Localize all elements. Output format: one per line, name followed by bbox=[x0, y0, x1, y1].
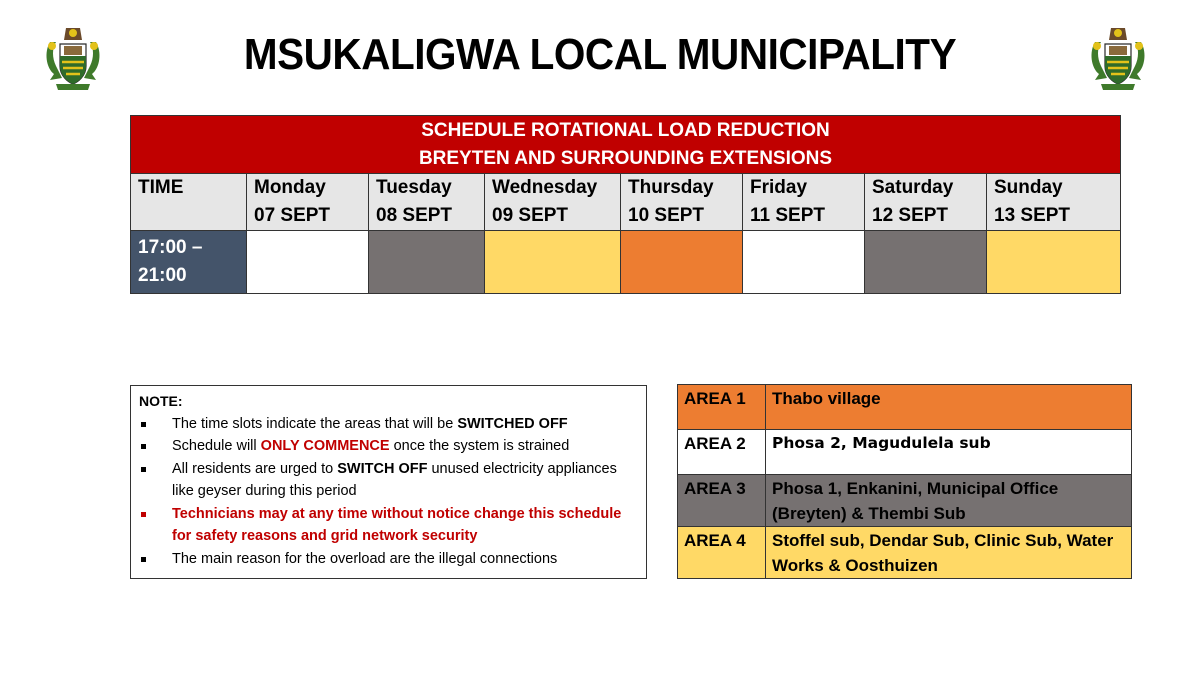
note-emphasis: SWITCH OFF bbox=[337, 460, 428, 477]
day-header-monday bbox=[247, 174, 369, 231]
slot-cell-saturday bbox=[865, 231, 987, 294]
area-row bbox=[678, 527, 1132, 579]
day-header-sunday bbox=[987, 174, 1121, 231]
bullet-square-icon bbox=[141, 512, 146, 517]
time-column-header: TIME bbox=[131, 174, 247, 231]
notes-list bbox=[139, 413, 638, 571]
day-name: Tuesday bbox=[376, 177, 452, 198]
day-name: Saturday bbox=[872, 177, 954, 198]
area-legend-table bbox=[677, 384, 1132, 579]
day-date: 12 SEPT bbox=[872, 205, 949, 226]
notes-heading: NOTE: bbox=[139, 393, 183, 409]
load-reduction-schedule-table bbox=[130, 115, 1121, 294]
day-header-wednesday bbox=[485, 174, 621, 231]
area-description: Phosa 1, Enkanini, Municipal Office (Breyten) & Thembi Sub bbox=[766, 475, 1132, 527]
day-name: Friday bbox=[750, 177, 808, 198]
note-emphasis: SWITCHED OFF bbox=[457, 415, 568, 432]
day-name: Wednesday bbox=[492, 177, 598, 198]
day-header-thursday bbox=[621, 174, 743, 231]
day-name: Thursday bbox=[628, 177, 714, 198]
day-name: Sunday bbox=[994, 177, 1063, 198]
bullet-square-icon bbox=[141, 467, 146, 472]
notes-box bbox=[130, 385, 647, 579]
slot-cell-tuesday bbox=[369, 231, 485, 294]
schedule-header bbox=[131, 116, 1121, 174]
area-description: Phosa 2, Magudulela sub bbox=[766, 430, 1132, 475]
note-emphasis-red: ONLY COMMENCE bbox=[260, 438, 390, 454]
day-header-friday bbox=[743, 174, 865, 231]
area-row bbox=[678, 385, 1132, 430]
day-date: 11 SEPT bbox=[750, 205, 825, 226]
schedule-header-line2: BREYTEN AND SURROUNDING EXTENSIONS bbox=[418, 148, 833, 169]
note-text: The time slots indicate the areas that will be bbox=[172, 415, 458, 432]
area-description: Thabo village bbox=[766, 385, 1132, 430]
day-date: 07 SEPT bbox=[254, 205, 331, 226]
note-text: once the system is strained bbox=[389, 438, 570, 454]
day-name: Monday bbox=[254, 177, 326, 198]
slot-cell-sunday bbox=[987, 231, 1121, 294]
area-row bbox=[678, 430, 1132, 475]
note-text: unused electricity appliances like geyser during this period bbox=[172, 460, 617, 499]
note-text: Schedule will bbox=[172, 438, 261, 454]
note-text: The main reason for the overload are the illegal connections bbox=[172, 550, 558, 567]
slot-cell-friday bbox=[743, 231, 865, 294]
slot-cell-monday bbox=[247, 231, 369, 294]
bullet-square-icon bbox=[141, 444, 146, 449]
time-slot-cell bbox=[131, 231, 247, 294]
time-slot-start: 17:00 – bbox=[138, 237, 203, 258]
note-item bbox=[139, 413, 638, 436]
note-item-warning bbox=[139, 503, 638, 548]
slot-cell-wednesday bbox=[485, 231, 621, 294]
time-slot-end: 21:00 bbox=[138, 265, 187, 286]
area-label: AREA 1 bbox=[678, 385, 766, 430]
area-label: AREA 2 bbox=[678, 430, 766, 475]
area-row bbox=[678, 475, 1132, 527]
day-date: 08 SEPT bbox=[376, 205, 453, 226]
area-description: Stoffel sub, Dendar Sub, Clinic Sub, Water Works & Oosthuizen bbox=[766, 527, 1132, 579]
note-text: Technicians may at any time without notice change this schedule for safety reasons and grid network security bbox=[172, 505, 622, 544]
note-item bbox=[139, 435, 638, 458]
day-header-saturday bbox=[865, 174, 987, 231]
area-label: AREA 3 bbox=[678, 475, 766, 527]
bullet-square-icon bbox=[141, 557, 146, 562]
page-title: MSUKALIGWA LOCAL MUNICIPALITY bbox=[243, 30, 957, 79]
day-date: 13 SEPT bbox=[994, 205, 1071, 226]
slot-cell-thursday bbox=[621, 231, 743, 294]
bullet-square-icon bbox=[141, 422, 146, 427]
day-date: 10 SEPT bbox=[628, 205, 705, 226]
area-label: AREA 4 bbox=[678, 527, 766, 579]
note-text: All residents are urged to bbox=[172, 460, 338, 477]
schedule-header-line1: SCHEDULE ROTATIONAL LOAD REDUCTION bbox=[421, 120, 830, 141]
note-item bbox=[139, 458, 638, 503]
day-date: 09 SEPT bbox=[492, 205, 569, 226]
day-header-tuesday bbox=[369, 174, 485, 231]
note-item bbox=[139, 548, 638, 571]
